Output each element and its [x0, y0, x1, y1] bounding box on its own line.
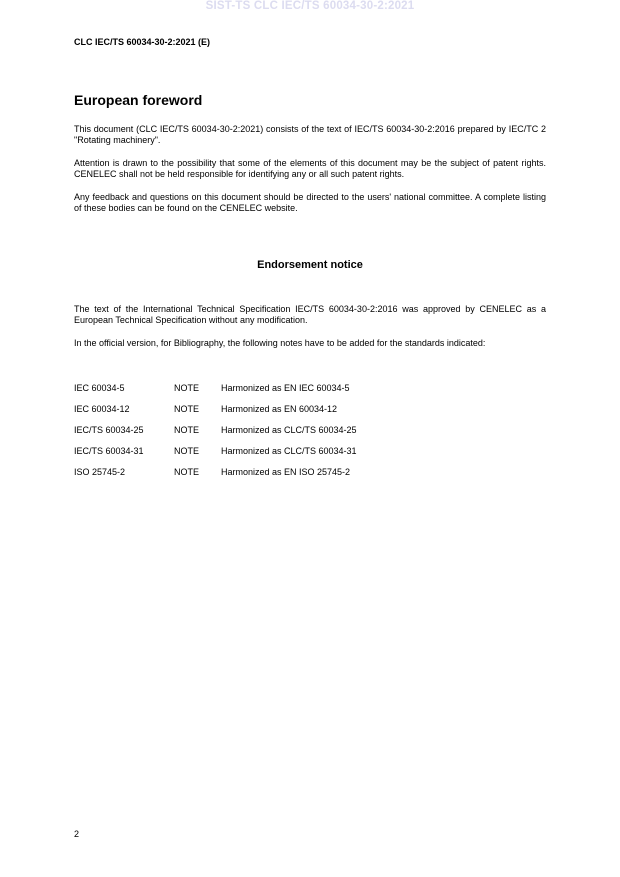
note-label: NOTE — [174, 446, 200, 456]
note-text: Harmonized as EN IEC 60034-5 — [221, 383, 350, 393]
endorsement-paragraph: In the official version, for Bibliography, the following notes have to be added for the standards indicated: — [74, 338, 486, 348]
note-row — [74, 383, 546, 404]
note-standard: IEC 60034-5 — [74, 383, 125, 393]
note-text: Harmonized as CLC/TS 60034-25 — [221, 425, 357, 435]
notes-list — [74, 383, 546, 488]
foreword-title: European foreword — [74, 92, 203, 108]
endorsement-body — [74, 304, 546, 361]
page-number: 2 — [74, 829, 80, 839]
note-text: Harmonized as EN 60034-12 — [221, 404, 338, 414]
note-row — [74, 404, 546, 425]
document-id-header: CLC IEC/TS 60034-30-2:2021 (E) — [74, 37, 211, 47]
note-row — [74, 467, 546, 488]
note-label: NOTE — [174, 467, 200, 477]
note-row — [74, 446, 546, 467]
note-label: NOTE — [174, 425, 200, 435]
foreword-paragraph: Any feedback and questions on this document should be directed to the users' national committee. A complete listing of these bodies can be found on the CENELEC website. — [74, 192, 546, 213]
note-standard: IEC/TS 60034-25 — [74, 425, 144, 435]
foreword-paragraph: This document (CLC IEC/TS 60034-30-2:2021) consists of the text of IEC/TS 60034-30-2:2016 prepared by IEC/TC 2 "Rotating machinery". — [74, 124, 546, 145]
note-text: Harmonized as EN ISO 25745-2 — [221, 467, 351, 477]
foreword-paragraph: Attention is drawn to the possibility that some of the elements of this document may be the subject of patent rights. CENELEC shall not be held responsible for identifying any or all such patent rights. — [74, 158, 546, 179]
endorsement-title: Endorsement notice — [257, 259, 363, 271]
note-row — [74, 425, 546, 446]
note-standard: IEC 60034-12 — [74, 404, 130, 414]
note-standard: ISO 25745-2 — [74, 467, 126, 477]
foreword-body — [74, 124, 546, 226]
watermark: SIST-TS CLC IEC/TS 60034-30-2:2021 — [205, 0, 415, 12]
note-standard: IEC/TS 60034-31 — [74, 446, 144, 456]
note-text: Harmonized as CLC/TS 60034-31 — [221, 446, 357, 456]
endorsement-paragraph: The text of the International Technical Specification IEC/TS 60034-30-2:2016 was approved by CENELEC as a European Technical Specification without any modification. — [74, 304, 546, 325]
note-label: NOTE — [174, 383, 200, 393]
note-label: NOTE — [174, 404, 200, 414]
